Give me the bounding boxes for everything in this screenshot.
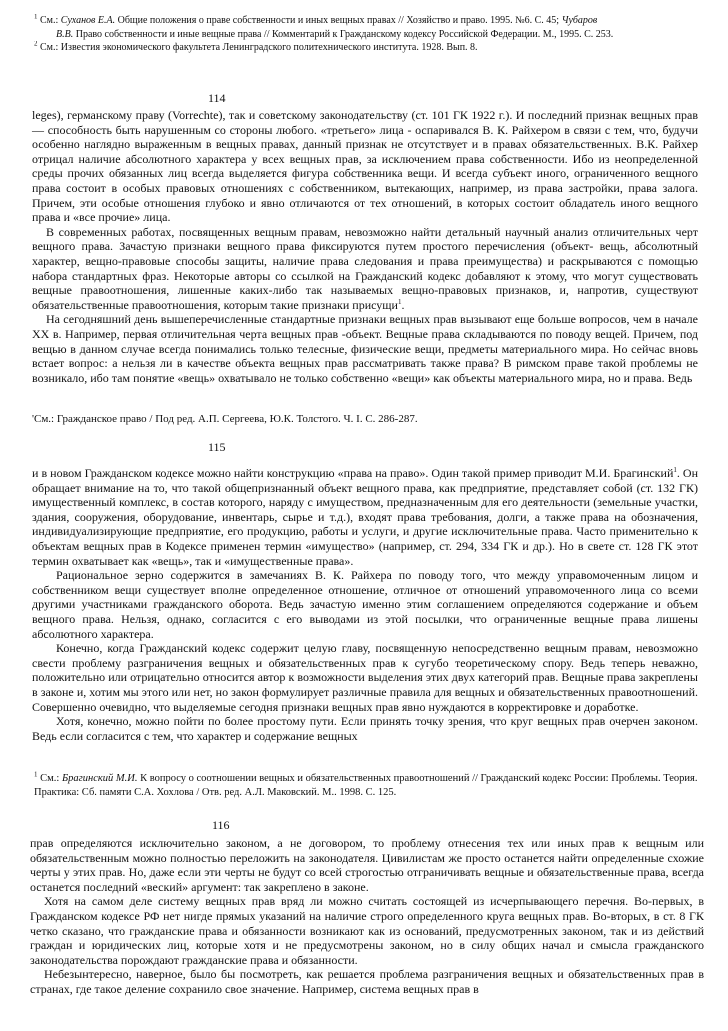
- footnote-text: См.:: [40, 15, 61, 26]
- paragraph: [32, 466, 698, 568]
- page-115-footnote: [34, 772, 706, 799]
- footnote-marker: 1: [673, 466, 677, 474]
- footnote-text: Общие положения о праве собственности и иных вещных правах // Хозяйство и право. 1995. №6. С. 45;: [115, 15, 562, 26]
- paragraph: Небезынтересно, наверное, было бы посмотреть, как решается проблема разграничения вещных и обязательственных прав в странах, где такое деление сохранило свое значение. Например, система вещных прав в: [30, 967, 704, 996]
- footnote-marker: 2: [34, 41, 38, 48]
- footnote-marker: 1: [397, 297, 402, 306]
- footnote-marker: 1: [34, 770, 38, 779]
- footnote-text: См.: Известия экономического факультета Ленинградского политехнического института. 1928. Вып. 8.: [37, 42, 478, 53]
- paragraph: На сегодняшний день вышеперечисленные стандартные признаки вещных прав вызывают еще больше вопросов, чем в начале XX в. Например, первая отличительная черта вещных прав -объект. Вещные права складываются по поводу вещей. Причем, под вещью в данном случае всегда понимались только телесные, физические вещи, предметы материального мира. Но сейчас вновь встает вопрос: а нельзя ли в качестве объекта вещных прав рассматривать также права? В римском праве такой проблемы не возникало, ибо там понятие «вещь» охватывало не только собственно «вещи» как объекты материального мира, но и права. Ведь: [32, 312, 698, 385]
- footnote-author: Суханов Е.А.: [60, 15, 116, 26]
- page-number: 115: [208, 440, 226, 454]
- paragraph: Хотя, конечно, можно пойти по более простому пути. Если принять точку зрения, что круг вещных прав очерчен законом. Ведь если согласится с тем, что характер и содержание вещных: [32, 714, 698, 743]
- paragraph: [32, 225, 698, 313]
- paragraph: прав определяются исключительно законом, а не договором, то проблему отнесения тех или иных прав к вещным или обязательственным можно полностью переложить на законодателя. Цивилистам же просто останется найти определенные схожие черты у этих прав. Но, даже если эти черты не будут со всей строгостью отграничивать вещные и обязательственные права, всегда останется последний «веский» аргумент: так закреплено в законе.: [30, 836, 704, 894]
- page-114-footnote: 'См.: Гражданское право / Под ред. А.П. Сергеева, Ю.К. Толстого. Ч. I. С. 286-287.: [32, 413, 418, 425]
- footnote-2: [34, 41, 706, 55]
- footnote-marker: 1: [34, 14, 38, 21]
- page-115-body: [32, 466, 698, 743]
- footnote-author: Брагинский М.И.: [61, 773, 138, 784]
- paragraph: Конечно, когда Гражданский кодекс содержит целую главу, посвященную непосредственно вещным правам, невозможно свести проблему разграничения вещных и обязательственных прав к сугубо теоретическому спору. Ведь теперь неважно, положительно или отрицательно относится автор к возможности выделения этих двух категорий прав. Вещные права закреплены в законе и, хотим мы этого или нет, но закон формулирует различные правила для вещных и обязательственных правоотношений. Совершенно очевидно, что выделяемые сегодня признаки вещных прав явно нуждаются в корректировке и доработке.: [32, 641, 698, 714]
- paragraph-text: . Он обращает внимание на то, что такой общепризнанный объект вещного права, как предприятие, представляет собой (ст. 132 ГК) имущественный комплекс, в состав которого, наряду с имуществом, предназначенным для его деятельности (земельные участки, здания, сооружения, оборудование, инвентарь, сырье и т.д.), входят права требования, долги, а также права на обозначения, индивидуализирующие предприятие, его продукцию, работы и услуги, и другие исключительные права. Часто применительно к объектам вещных прав в Кодексе применен термин «имущество» (например, ст. 294, 334 ГК и др.). Но в свете ст. 128 ГК этот термин охватывает как «вещь», так и «имущественные права».: [32, 466, 699, 568]
- paragraph: Хотя на самом деле систему вещных прав вряд ли можно считать состоящей из исчерпывающего перечня. Во-первых, в Гражданском кодексе РФ нет нигде прямых указаний на наличие строго определенного круга вещных прав. Во-вторых, в ст. 8 ГК четко сказано, что гражданские права и обязанности возникают как из оснований, предусмотренных законом, так и из действий граждан и юридических лиц, которые хотя и не предусмотрены законом, но в силу общих начал и смысла гражданского законодательства порождают гражданские права и обязанности.: [30, 894, 704, 967]
- page-114-body: [32, 108, 698, 385]
- footnote-1-cont: [34, 28, 706, 42]
- footnote-1: [34, 14, 706, 28]
- footnote-text: Право собственности и иные вещные права // Комментарий к Гражданскому кодексу Российской Федерации. М., 1995. С. 253.: [73, 28, 614, 40]
- top-footnotes: [34, 14, 706, 55]
- footnote-author: Чубаров: [561, 15, 598, 26]
- paragraph-text: В современных работах, посвященных вещным правам, невозможно найти детальный научный анализ отличительных черт вещного права. Зачастую признаки вещного права фиксируются путем простого перечисления (объект- вещь, абсолютный характер, вещно-правовые способы защиты, наличие права следования и права преимущества) и раскрываются с помощью набора стандартных фраз. Некоторые авторы со ссылкой на Гражданский кодекс добавляют к этому, что могут существовать вещные правоотношения, лишенные каких-либо так называемых вещно-правовых признаков, и, напротив, существуют обязательственные правоотношения, которым такие признаки присущи: [32, 224, 698, 312]
- paragraph: Рациональное зерно содержится в замечаниях В. К. Райхера по поводу того, что между управомоченным лицом и собственником вещи существует вполне определенное отношение, отличное от отношений управомоченного лица со всеми другими участниками гражданского оборота. Ведь зачастую именно этим соглашением определяются содержание и объем вещного права. Нельзя, однако, согласится с его выводами из этой посылки, что ограниченные вещные права лишены абсолютного характера.: [32, 568, 698, 641]
- footnote-text: К вопросу о соотношении вещных и обязательственных правоотношений // Гражданский кодекс России: Проблемы. Теория. Практика: Сб. памяти С.А. Хохлова / Отв. ред. А.Л. Маковский. М.. 1998. С. 125.: [34, 773, 698, 798]
- page-number: 114: [208, 91, 226, 105]
- paragraph-text: и в новом Гражданском кодексе можно найти конструкцию «права на право». Один такой пример приводит М.И. Брагинский: [32, 466, 674, 480]
- page-116-body: [30, 836, 704, 997]
- page-number: 116: [212, 818, 230, 832]
- footnote-text: См.:: [37, 773, 62, 784]
- footnote-author: В.В.: [56, 28, 74, 40]
- paragraph-text: .: [401, 297, 405, 312]
- paragraph: leges), германскому праву (Vorrechte), так и советскому законодательству (ст. 101 ГК 1922 г.). И последний признак вещных прав — способность быть нарушенным со стороны любого. «третьего» лица - оспаривался В. К. Райхером в связи с тем, что, будучи особенно наглядно выраженным в вещных правах, данный признак не отсутствует и в правах обязательственных. В.К. Райхер отрицал наличие абсолютного характера у всех вещных прав, за исключением права собственности. Ибо из неопределенной среды прочих обязанных лиц всегда выделяется фигура собственника вещи. И всегда субъект иного, ограниченного вещного права состоит в особых правовых отношениях с собственником, вытекающих, например, из права застройки, права залога. Причем, эти особые отношения глубоко и явно отличаются от тех отношений, в которых состоит обладатель иного вещного права и «все прочие» лица.: [32, 108, 698, 225]
